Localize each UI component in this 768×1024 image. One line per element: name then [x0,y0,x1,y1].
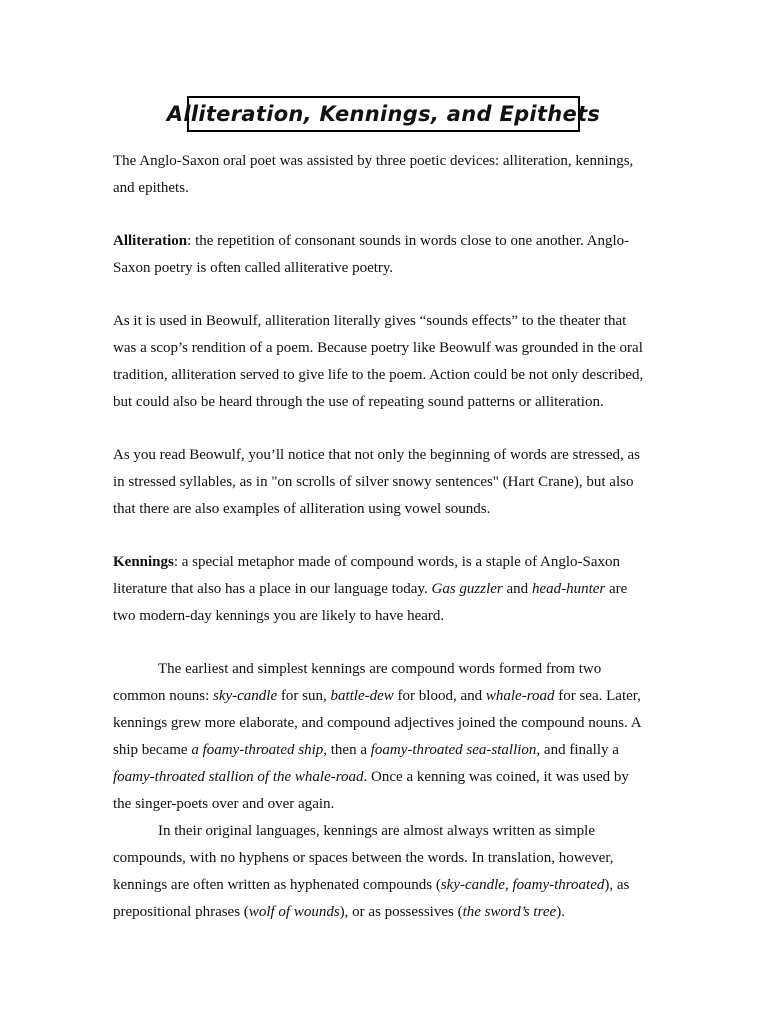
kennings-term: Kennings [113,554,174,570]
beowulf-para-line-3: tradition, alliteration served to give life to the poem. Action could be not only described, [113,367,644,383]
alliteration-definition-line-1 [113,232,629,250]
kennings-definition-line-1 [113,553,620,571]
beowulf-para-line-1: As it is used in Beowulf, alliteration literally gives “sounds effects” to the theater that [113,313,627,329]
text-span: , then a [323,742,371,758]
text-span: ). [556,904,565,920]
kenning-example: foamy-throated stallion of the whale-road [113,769,364,785]
intro-line-1: The Anglo-Saxon oral poet was assisted by three poetic devices: alliteration, kennings, [113,153,634,169]
text-span: , and finally a [536,742,619,758]
earliest-para-line-5 [113,768,629,786]
kenning-example: foamy-throated sea-stallion [370,742,537,758]
intro-line-2: and epithets. [113,180,189,196]
text-span: and [502,581,532,597]
document-title: Alliteration, Kennings, and Epithets [166,102,601,126]
original-para-line-2: compounds, with no hyphens or spaces between the words. In translation, however, [113,850,614,866]
text-span: ), or as possessives ( [339,904,463,920]
document-title-box [166,96,601,132]
read-para-line-2: in stressed syllables, as in "on scrolls of silver snowy sentences" (Hart Crane), but also [113,474,634,490]
kennings-definition-text: : a special metaphor made of compound words, is a staple of Anglo-Saxon [173,554,621,570]
kenning-example: sky-candle [213,688,278,704]
text-span: for blood, and [393,688,486,704]
beowulf-para-line-4: but could also be heard through the use of repeating sound patterns or alliteration. [113,394,604,410]
beowulf-para-line-2: was a scop’s rendition of a poem. Because poetry like Beowulf was grounded in the oral [113,340,643,356]
earliest-para-line-4 [113,741,619,759]
text-span: literature that also has a place in our language today. [113,581,432,597]
original-para-line-4 [113,903,565,921]
text-span: prepositional phrases ( [113,904,249,920]
original-para-line-3 [113,876,629,894]
read-para-line-1: As you read Beowulf, you’ll notice that not only the beginning of words are stressed, as [113,447,640,463]
kenning-example: head-hunter [531,581,606,597]
kenning-example: a foamy-throated ship [191,742,324,758]
text-span: common nouns: [113,688,213,704]
kenning-example: wolf of wounds [248,904,340,920]
text-span: . Once a kenning was coined, it was used by [363,769,629,785]
earliest-para-line-3: kennings grew more elaborate, and compound adjectives joined the compound nouns. A [113,715,642,731]
kenning-example: sky-candle, foamy-throated [440,877,605,893]
read-para-line-3: that there are also examples of alliteration using vowel sounds. [113,501,491,517]
text-span: are [605,581,628,597]
alliteration-definition-text: : the repetition of consonant sounds in words close to one another. Anglo- [187,233,630,249]
kennings-definition-line-3: two modern-day kennings you are likely to have heard. [113,608,445,624]
earliest-para-line-6: the singer-poets over and over again. [113,796,335,812]
text-span: for sea. Later, [554,688,641,704]
earliest-para-line-2 [113,687,641,705]
text-span: kennings are often written as hyphenated compounds ( [113,877,441,893]
kenning-example: battle-dew [330,688,394,704]
kennings-definition-line-2 [113,580,627,598]
text-span: ship became [113,742,192,758]
text-span: ), as [604,877,630,893]
alliteration-definition-line-2: Saxon poetry is often called alliterative poetry. [113,260,394,276]
earliest-para-line-1: The earliest and simplest kennings are compound words formed from two [158,661,602,677]
original-para-line-1: In their original languages, kennings are almost always written as simple [158,823,595,839]
alliteration-term: Alliteration [113,233,188,249]
kenning-example: Gas guzzler [431,581,503,597]
text-span: for sun, [277,688,331,704]
kenning-example: the sword’s tree [462,904,557,920]
kenning-example: whale-road [485,688,555,704]
